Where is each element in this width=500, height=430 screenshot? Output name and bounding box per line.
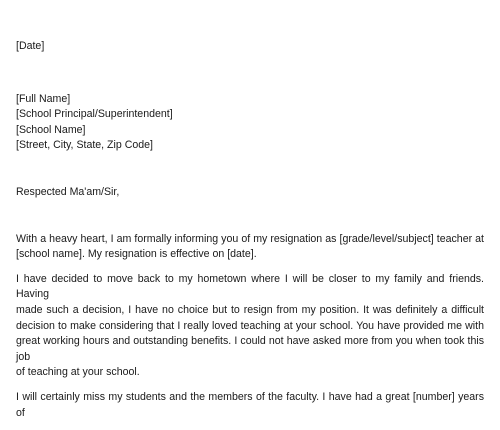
paragraph-line: decision to make considering that I really loved teaching at your school. You have provided me with — [16, 319, 484, 332]
recipient-title: [School Principal/Superintendent] — [16, 108, 173, 121]
paragraph-farewell — [16, 390, 484, 421]
paragraph-line: I will certainly miss my students and the members of the faculty. I have had a great [number] years of — [16, 390, 484, 419]
salutation: Respected Ma'am/Sir, — [16, 185, 120, 198]
recipient-street-address: [Street, City, State, Zip Code] — [16, 139, 153, 152]
recipient-address-block — [16, 92, 484, 154]
date-placeholder: [Date] — [16, 40, 45, 52]
letter-body — [16, 39, 484, 430]
recipient-school-name: [School Name] — [16, 123, 86, 136]
paragraph-resignation-notice — [16, 232, 484, 263]
paragraph-line: [school name]. My resignation is effective on [date]. — [16, 248, 257, 261]
paragraph-line: With a heavy heart, I am formally informing you of my resignation as [grade/level/subject] teacher at — [16, 232, 484, 245]
recipient-full-name: [Full Name] — [16, 92, 71, 105]
paragraph-reason — [16, 272, 484, 381]
paragraph-line: made such a decision, I have no choice but to resign from my position. It was definitely a difficult — [16, 303, 484, 316]
paragraph-line: I have decided to move back to my hometown where I will be closer to my family and friends. Having — [16, 272, 484, 301]
paragraph-line: of teaching at your school. — [16, 366, 140, 379]
paragraph-line: great working hours and outstanding benefits. I could not have asked more from you when took this job — [16, 335, 484, 363]
